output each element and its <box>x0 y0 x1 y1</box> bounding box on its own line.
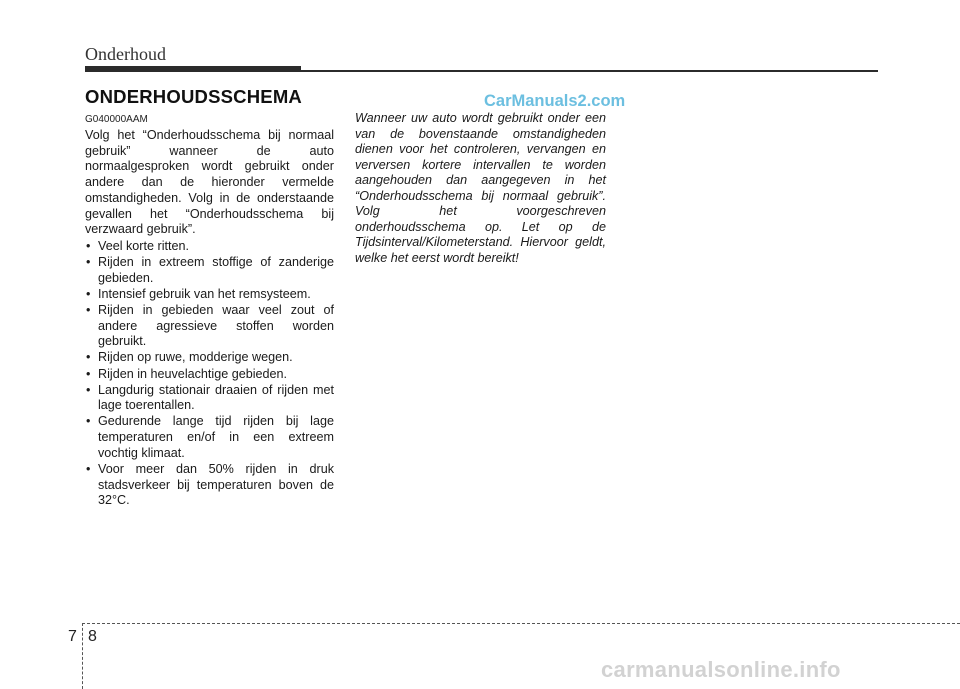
right-column <box>355 111 606 266</box>
footer-dashed-divider <box>82 623 83 689</box>
list-item: • Langdurig stationair draaien of rijden met lage toerentallen. <box>86 382 334 413</box>
list-item: • Gedurende lange tijd rijden bij lage temperaturen en/of in een extreem vochtig klimaat. <box>86 414 334 460</box>
header-rule-thick <box>85 66 301 72</box>
watermark-bottom: carmanualsonline.info <box>601 657 841 682</box>
list-item: • Rijden in gebieden waar veel zout of andere agressieve stoffen worden gebruikt. <box>86 302 334 349</box>
list-item: • Rijden in heuvelachtige gebieden. <box>86 366 288 381</box>
section-title: ONDERHOUDSSCHEMA <box>85 86 302 107</box>
page-number: 8 <box>88 628 97 645</box>
chapter-number: 7 <box>68 628 77 645</box>
watermark-top: CarManuals2.com <box>484 92 626 110</box>
header-rule-thin <box>301 70 878 72</box>
conditions-list <box>85 239 334 509</box>
left-column <box>85 128 334 509</box>
bullet-icon: • <box>86 414 91 429</box>
list-item: • Intensief gebruik van het remsysteem. <box>86 286 311 301</box>
bullet-icon: • <box>86 255 91 270</box>
maintenance-note: Wanneer uw auto wordt gebruikt onder een van de bovenstaande omstandigheden dienen voor het controleren, vervangen en verversen kortere intervallen te worden aangehouden dan aangegeven in het “Onderhoudsschema bij normaal gebruik”. Volg het voorgeschreven onderhoudsschema op. Let op de Tijdsinterval/Kilometerstand. Hiervoor geldt, welke het eerst wordt bereikt! <box>355 111 606 265</box>
list-item: • Voor meer dan 50% rijden in druk stadsverkeer bij temperaturen boven de 32°C. <box>86 461 334 508</box>
bullet-icon: • <box>86 366 91 381</box>
list-item: • Rijden op ruwe, modderige wegen. <box>86 350 293 365</box>
list-item: • Rijden in extreem stoffige of zanderige gebieden. <box>86 255 334 285</box>
bullet-icon: • <box>86 350 91 365</box>
intro-paragraph: Volg het “Onderhoudsschema bij normaal gebruik” wanneer de auto normaalgesproken wordt gebruikt onder andere dan de hieronder vermelde omstandigheden. Volg in de onderstaande gevallen het “Onderhoudsschema bij verzwaard gebruik”. <box>85 128 334 237</box>
bullet-icon: • <box>86 461 91 476</box>
bullet-icon: • <box>86 302 91 317</box>
bullet-icon: • <box>86 382 91 397</box>
footer-dashed-rule <box>82 623 960 624</box>
bullet-icon: • <box>86 286 91 301</box>
section-code: G040000AAM <box>85 114 148 125</box>
chapter-header-title: Onderhoud <box>85 44 166 64</box>
bullet-icon: • <box>86 238 91 253</box>
list-item: • Veel korte ritten. <box>86 238 190 253</box>
